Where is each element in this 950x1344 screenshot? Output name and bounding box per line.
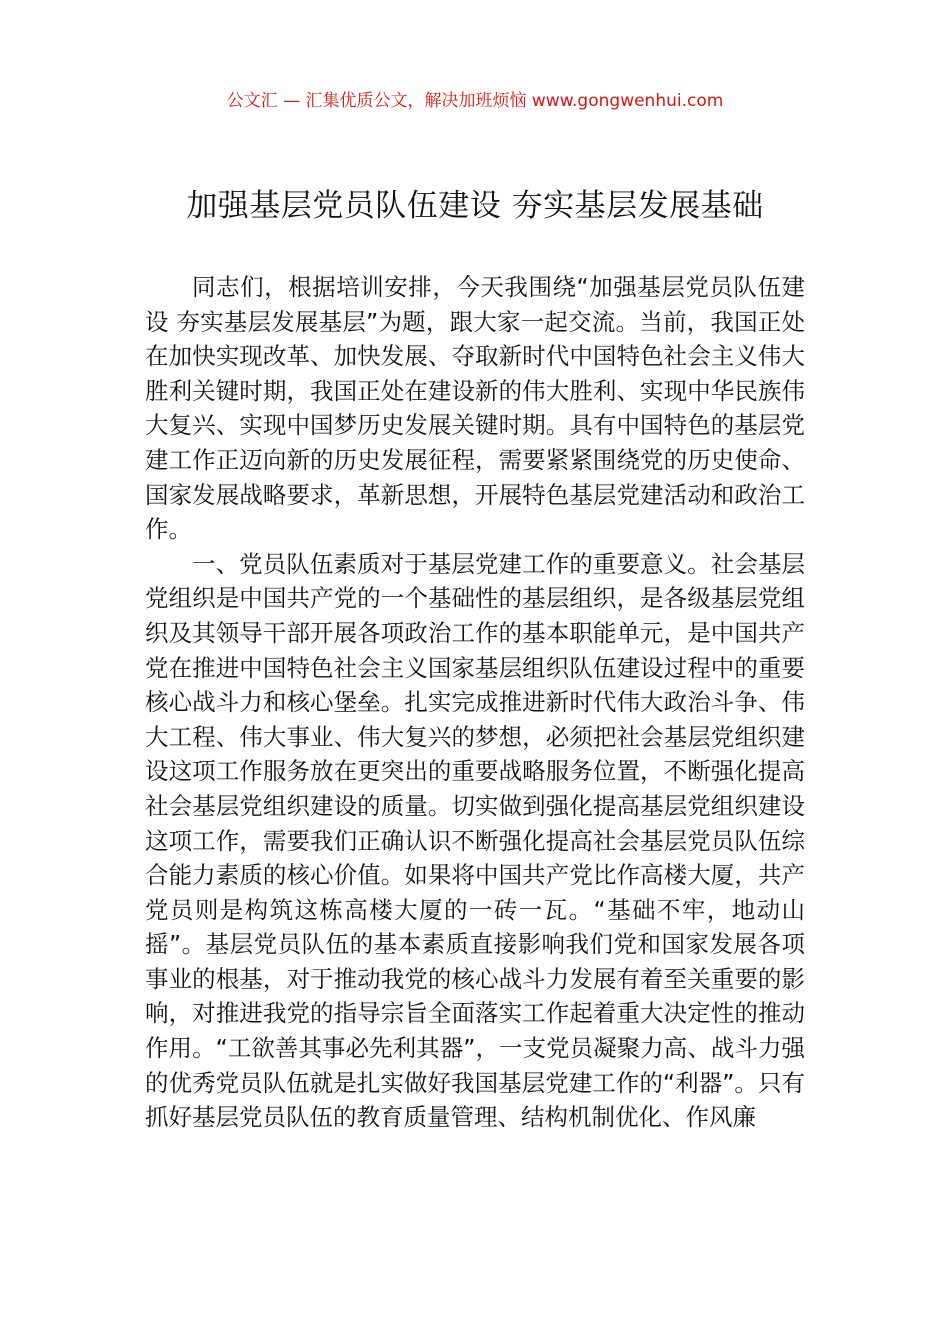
paragraph: 一、党员队伍素质对于基层党建工作的重要意义。社会基层党组织是中国共产党的一个基础性的基层组织，是各级基层党组织及其领导干部开展各项政治工作的基本职能单元，是中国共产党在推进中国特色社会主义国家基层组织队伍建设过程中的重要核心战斗力和核心堡垒。扎实完成推进新时代伟大政治斗争、伟大工程、伟大事业、伟大复兴的梦想，必须把社会基层党组织建设这项工作服务放在更突出的重要战略服务位置，不断强化提高社会基层党组织建设的质量。切实做到强化提高基层党组织建设这项工作，需要我们正确认识不断强化提高社会基层党员队伍综合能力素质的核心价值。如果将中国共产党比作高楼大厦，共产党员则是构筑这栋高楼大厦的一砖一瓦。“基础不牢，地动山摇”。基层党员队伍的基本素质直接影响我们党和国家发展各项事业的根基，对于推动我党的核心战斗力发展有着至关重要的影响，对推进我党的指导宗旨全面落实工作起着重大决定性的推动作用。“工欲善其事必先利其器”，一支党员凝聚力高、战斗力强的优秀党员队伍就是扎实做好我国基层党建工作的“利器”。只有抓好基层党员队伍的教育质量管理、结构机制优化、作风廉 <box>145 549 805 1132</box>
paragraph: 同志们，根据培训安排，今天我围绕“加强基层党员队伍建设 夯实基层发展基层”为题，跟大家一起交流。当前，我国正处在加快实现改革、加快发展、夺取新时代中国特色社会主义伟大胜利关键时期，我国正处在建设新的伟大胜利、实现中华民族伟大复兴、实现中国梦历史发展关键时期。具有中国特色的基层党建工作正迈向新的历史发展征程，需要紧紧围绕党的历史使命、国家发展战略要求，革新思想，开展特色基层党建活动和政治工作。 <box>145 273 805 544</box>
header-banner: 公文汇 — 汇集优质公文，解决加班烦恼 www.gongwenhui.com <box>226 91 724 111</box>
document-body <box>145 270 805 1135</box>
page-title: 加强基层党员队伍建设 夯实基层发展基础 <box>186 188 764 224</box>
